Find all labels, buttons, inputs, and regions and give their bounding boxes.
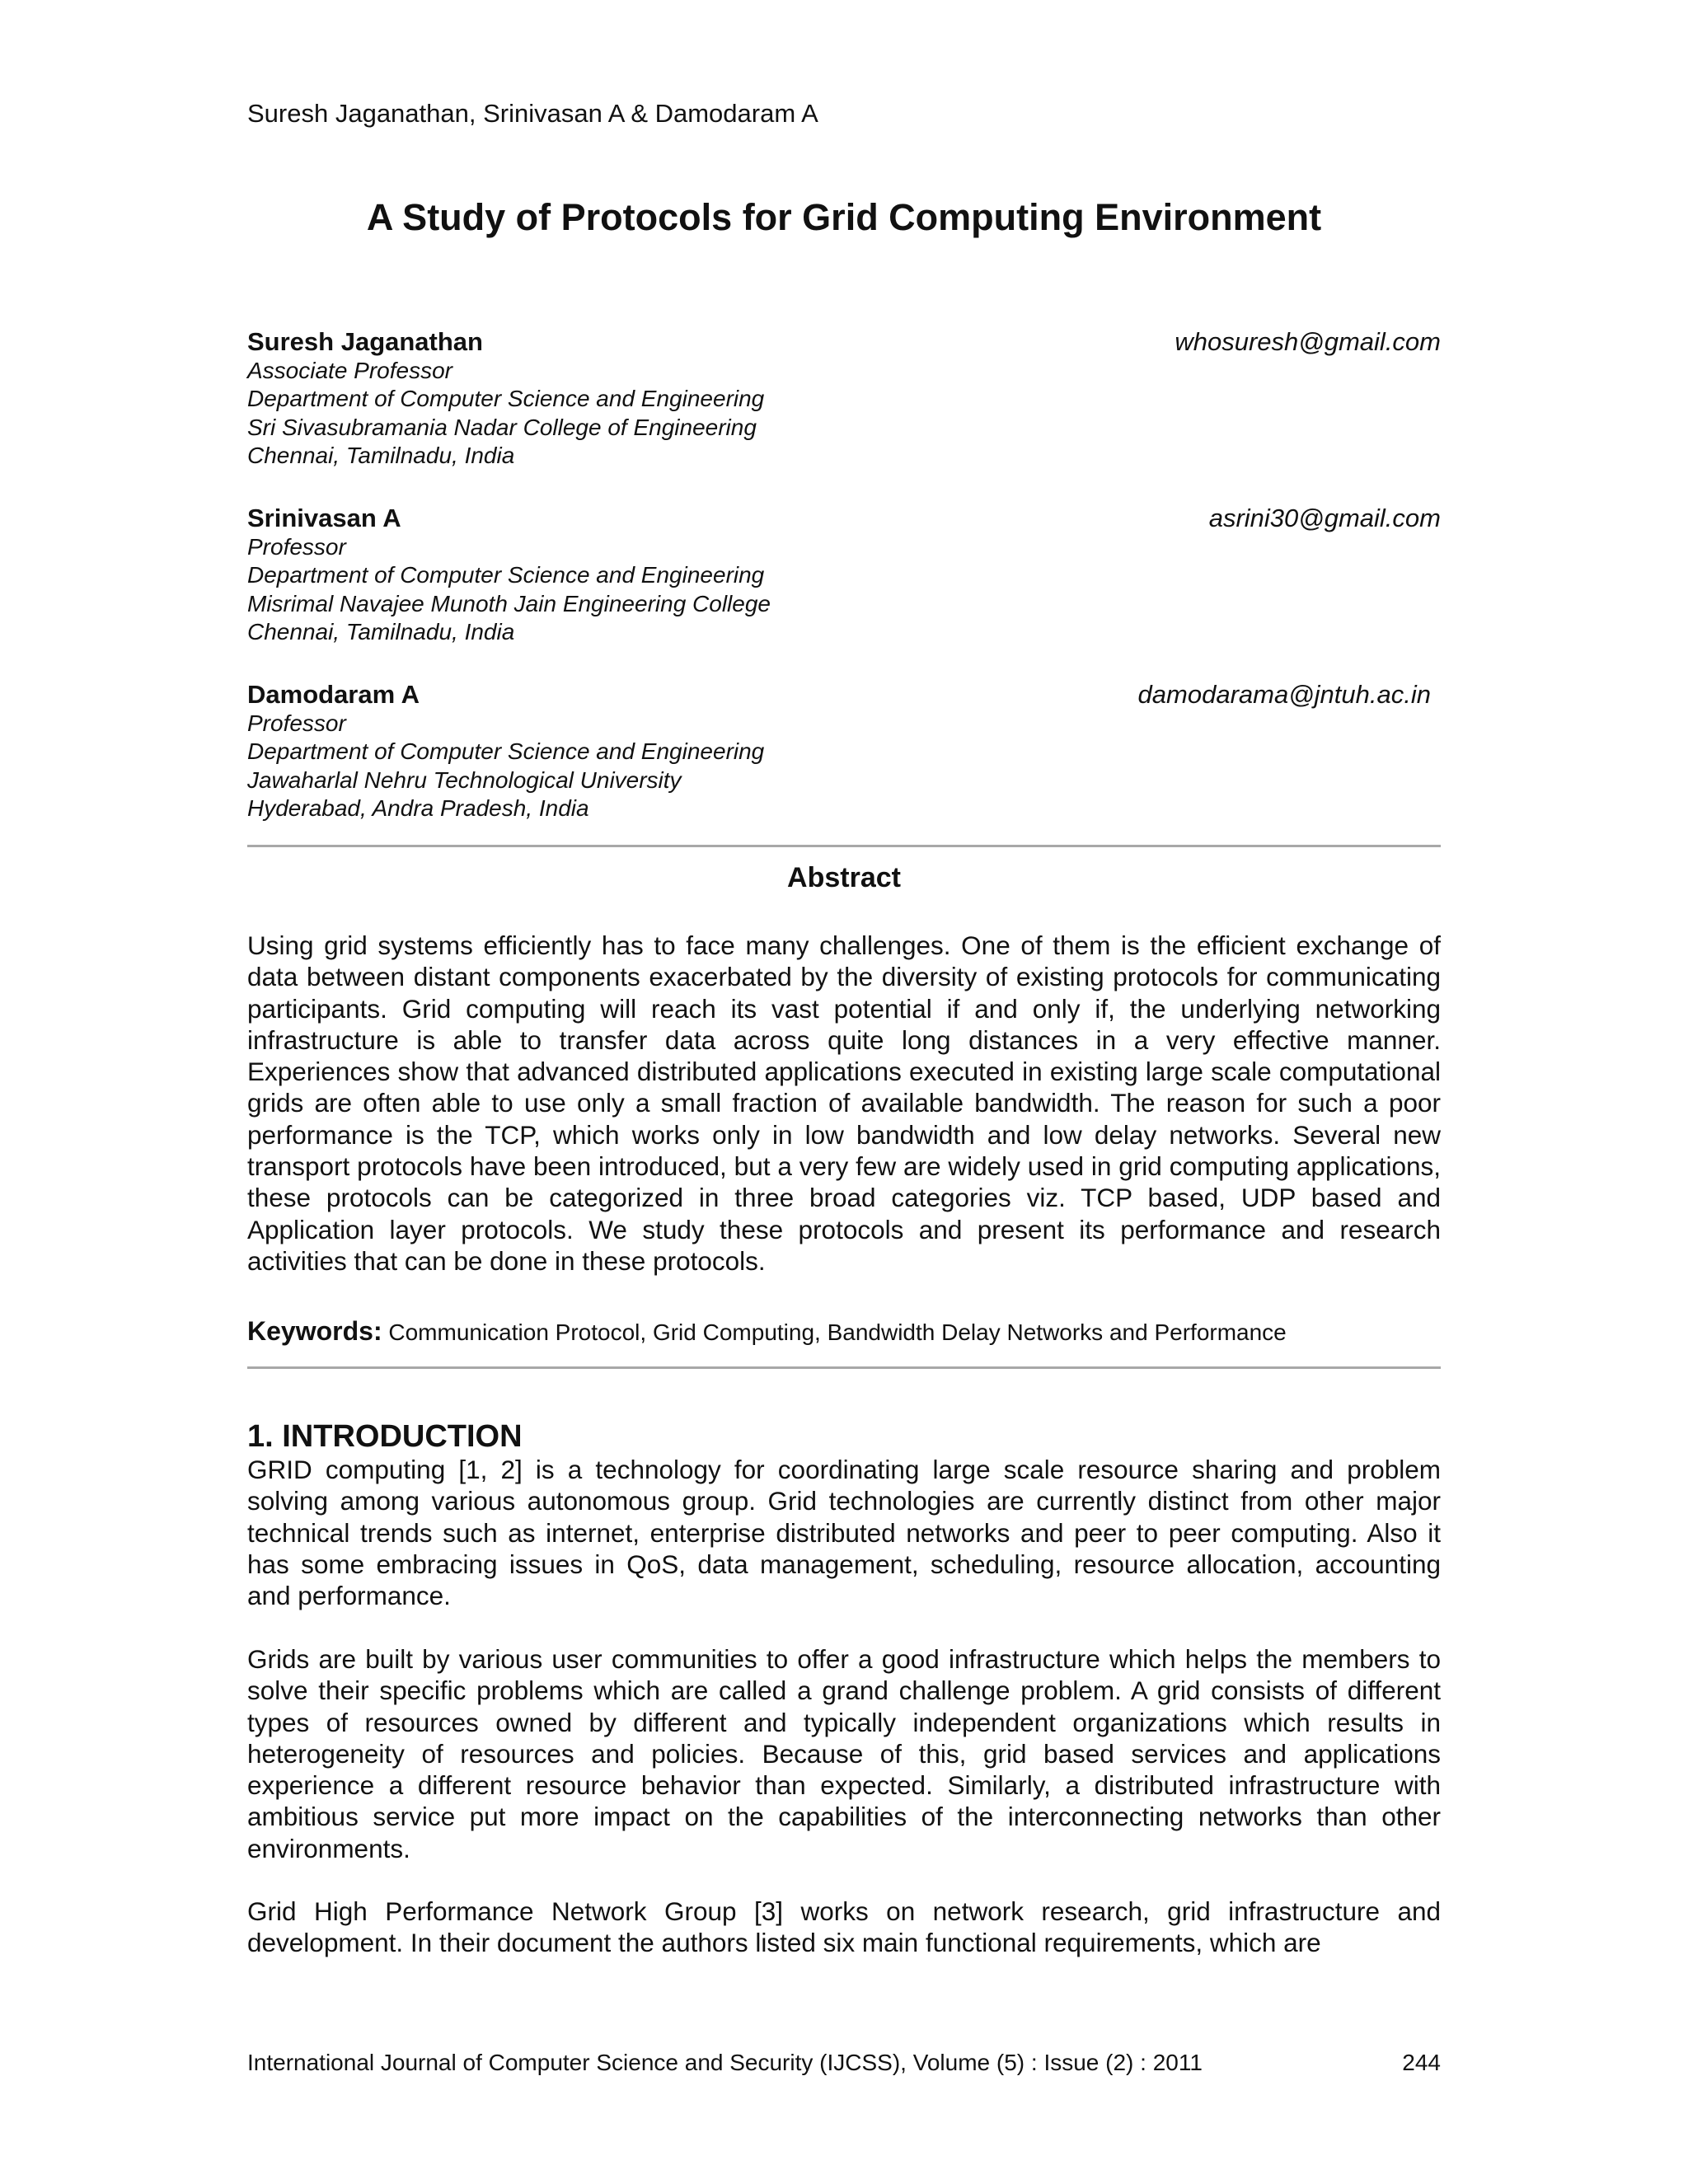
author-name: Srinivasan A: [247, 504, 401, 532]
keywords-text: Communication Protocol, Grid Computing, Bandwidth Delay Networks and Performance: [388, 1319, 1287, 1345]
divider-rule: [247, 845, 1441, 847]
author-role: Professor: [247, 533, 346, 560]
author-email[interactable]: damodarama@jntuh.ac.in: [1137, 680, 1431, 709]
author-department: Department of Computer Science and Engineering: [247, 738, 765, 764]
author-institution: Sri Sivasubramania Nadar College of Engineering: [247, 414, 757, 440]
paper-title: A Study of Protocols for Grid Computing Environment: [366, 196, 1322, 238]
author-email[interactable]: whosuresh@gmail.com: [1175, 327, 1441, 356]
section-heading: 1. INTRODUCTION: [247, 1419, 523, 1454]
author-role: Associate Professor: [247, 357, 452, 383]
author-name: Suresh Jaganathan: [247, 327, 483, 356]
author-institution: Jawaharlal Nehru Technological University: [247, 766, 682, 793]
author-location: Chennai, Tamilnadu, India: [247, 443, 515, 468]
abstract-text: Using grid systems efficiently has to face many challenges. One of them is the efficient exchange of data between distant components exacerbated by the diversity of existing protocols for communicating participants. Grid computing will reach its vast potential if and only if, the underlying networking infrastructure is able to transfer data across quite long distances in a very effective manner. Experiences show that advanced distributed applications executed in existing large scale computational grids are often able to use only a small fraction of available bandwidth. The reason for such a poor performance is the TCP, which works only in low bandwidth and low delay networks. Several new transport protocols have been introduced, but a very few are widely used in grid computing applications, these protocols can be categorized in three broad categories viz. TCP based, UDP based and Application layer protocols. We study these protocols and present its performance and research activities that can be done in these protocols.: [247, 930, 1441, 1276]
author-department: Department of Computer Science and Engineering: [247, 562, 765, 588]
running-header: Suresh Jaganathan, Srinivasan A & Damodaram A: [247, 99, 818, 128]
author-name: Damodaram A: [247, 680, 420, 709]
keywords-label: Keywords:: [247, 1316, 382, 1346]
intro-paragraph-3: Grid High Performance Network Group [3] works on network research, grid infrastructure and development. In their document the authors listed six main functional requirements, which are: [247, 1896, 1441, 1958]
author-block-1: [247, 328, 1441, 471]
author-block-2: [247, 504, 1441, 647]
keywords-line: [247, 1315, 1441, 1348]
page-number: 244: [1402, 2050, 1441, 2075]
divider-rule: [247, 1366, 1441, 1369]
abstract-heading: Abstract: [787, 862, 901, 893]
author-block-3: [247, 681, 1441, 823]
author-department: Department of Computer Science and Engineering: [247, 386, 765, 411]
journal-citation: International Journal of Computer Science and Security (IJCSS), Volume (5) : Issue (2) : 2011: [247, 2050, 1203, 2075]
author-email[interactable]: asrini30@gmail.com: [1208, 504, 1441, 532]
author-role: Professor: [247, 710, 346, 736]
page-footer: [247, 2050, 1441, 2076]
author-institution: Misrimal Navajee Munoth Jain Engineering College: [247, 590, 771, 616]
author-location: Hyderabad, Andra Pradesh, India: [247, 795, 589, 821]
intro-paragraph-2: Grids are built by various user communities to offer a good infrastructure which helps the members to solve their specific problems which are called a grand challenge problem. A grid consists of different types of resources owned by different and typically independent organizations which results in heterogeneity of resources and policies. Because of this, grid based services and applications experience a different resource behavior than expected. Similarly, a distributed infrastructure with ambitious service put more impact on the capabilities of the interconnecting networks than other environments.: [247, 1644, 1441, 1863]
intro-paragraph-1: GRID computing [1, 2] is a technology for coordinating large scale resource sharing and problem solving among various autonomous group. Grid technologies are currently distinct from other major technical trends such as internet, enterprise distributed networks and peer to peer computing. Also it has some embracing issues in QoS, data management, scheduling, resource allocation, accounting and performance.: [247, 1455, 1441, 1611]
author-location: Chennai, Tamilnadu, India: [247, 619, 515, 644]
